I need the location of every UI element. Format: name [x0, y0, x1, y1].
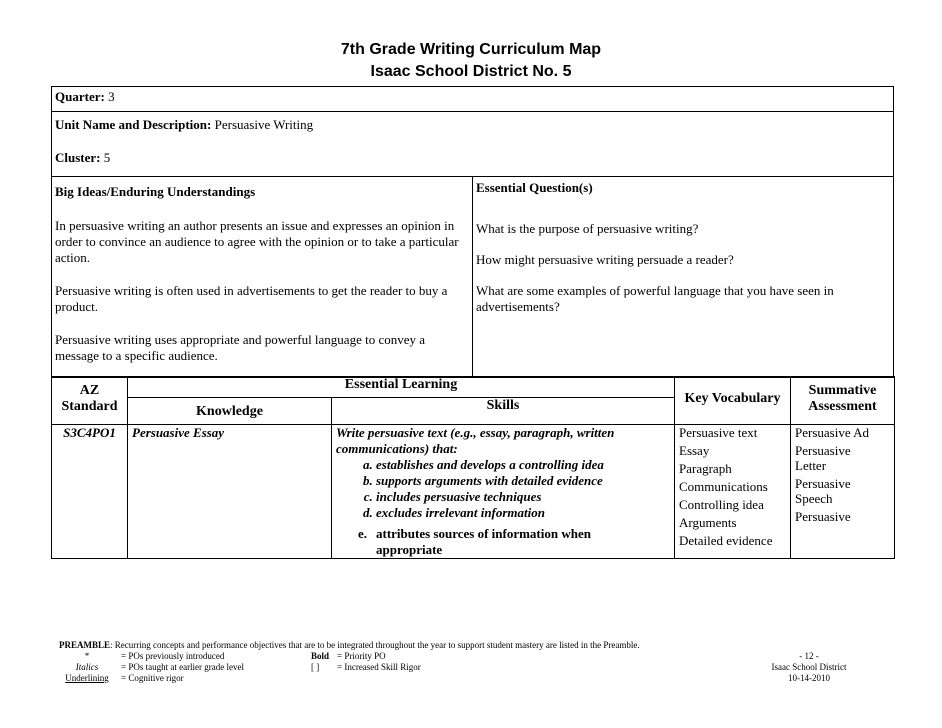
legend-key: Italics: [75, 662, 99, 672]
big-ideas-cell: [52, 177, 473, 378]
question-item: What are some examples of powerful language that you have seen in advertisements?: [476, 283, 834, 314]
skills-item: d. excludes irrelevant information: [376, 505, 670, 521]
vocab-cell: [675, 425, 791, 559]
skills-header: Skills: [332, 398, 675, 425]
legend-desc: = POs previously introduced: [121, 651, 225, 661]
page-subtitle: Isaac School District No. 5: [370, 63, 572, 80]
essential-learning-table: [51, 376, 895, 559]
az-standard-header: AZ Standard: [52, 377, 128, 425]
legend-desc: = Increased Skill Rigor: [337, 662, 421, 672]
knowledge-header: Knowledge: [128, 398, 332, 425]
skills-list: [336, 457, 670, 521]
cluster-label: Cluster:: [55, 150, 101, 165]
legend-desc: = Cognitive rigor: [121, 673, 184, 683]
assessment-item: Persuasive Ad: [795, 425, 870, 440]
quarter-value: 3: [108, 89, 115, 104]
skills-cell: [332, 425, 675, 559]
legend-desc: = Priority PO: [337, 651, 386, 661]
skills-item: a. establishes and develops a controlling idea: [376, 457, 670, 473]
legend-key: [ ]: [311, 662, 320, 672]
cluster-value: 5: [103, 150, 111, 165]
essential-learning-header: Essential Learning: [128, 377, 675, 398]
big-idea-item: In persuasive writing an author presents an issue and expresses an opinion in order to convince an audience to agree with the opinion or to take a particular action.: [55, 218, 459, 265]
vocab-item: Essay: [679, 443, 710, 458]
quarter-cell: [52, 87, 894, 112]
key-vocabulary-header: Key Vocabulary: [675, 377, 791, 425]
vocab-item: Communications: [679, 479, 768, 494]
page-title: 7th Grade Writing Curriculum Map: [340, 41, 602, 58]
vocab-item: Persuasive text: [679, 425, 758, 440]
legend-key: Bold: [311, 651, 330, 661]
legend-key: Underlining: [65, 673, 109, 683]
assessment-cell: [791, 425, 895, 559]
unit-value: Persuasive Writing: [214, 117, 314, 132]
big-idea-item: Persuasive writing is often used in advertisements to get the reader to buy a product.: [55, 283, 448, 314]
assessment-item: Persuasive Speech: [795, 476, 851, 506]
vocab-item: Paragraph: [679, 461, 732, 476]
question-item: What is the purpose of persuasive writing?: [476, 221, 699, 236]
vocab-item: Arguments: [679, 515, 737, 530]
unit-cell: [52, 112, 894, 177]
skills-item: b. supports arguments with detailed evidence: [376, 473, 670, 489]
footer-date: 10-14-2010: [788, 673, 830, 683]
skills-item-e-letter: e.: [358, 526, 368, 541]
big-ideas-header: Big Ideas/Enduring Understandings: [55, 184, 256, 199]
legend-key: *: [84, 651, 90, 661]
preamble-text: : Recurring concepts and performance objectives that are to be integrated throughout the year to support student mastery are listed in the Preamble.: [110, 640, 640, 650]
summative-header: Summative Assessment: [791, 377, 895, 425]
preamble-footer: [59, 640, 879, 684]
vocab-item: Controlling idea: [679, 497, 764, 512]
questions-cell: [473, 177, 894, 378]
unit-label: Unit Name and Description:: [55, 117, 212, 132]
question-item: How might persuasive writing persuade a reader?: [476, 252, 734, 267]
district-name: Isaac School District: [771, 662, 847, 672]
preamble-line: [59, 640, 879, 651]
skills-intro: Write persuasive text (e.g., essay, paragraph, written communications) that:: [336, 425, 615, 456]
assessment-item: Persuasive: [795, 509, 851, 524]
legend-desc: = POs taught at earlier grade level: [121, 662, 245, 672]
preamble-label: PREAMBLE: [59, 640, 111, 650]
skills-item-e-text: attributes sources of information when appropriate: [376, 526, 591, 557]
vocab-item: Detailed evidence: [679, 533, 773, 548]
skills-item-e: [336, 526, 670, 558]
unit-info-table: [51, 86, 894, 378]
standard-cell: S3C4PO1: [52, 425, 128, 559]
page-number: - 12 -: [799, 651, 819, 661]
quarter-label: Quarter:: [55, 89, 105, 104]
skills-item: c. includes persuasive techniques: [376, 489, 670, 505]
big-idea-item: Persuasive writing uses appropriate and powerful language to convey a message to a specific audience.: [55, 332, 426, 363]
assessment-item: Persuasive Letter: [795, 443, 851, 473]
questions-header: Essential Question(s): [476, 180, 593, 195]
knowledge-cell: Persuasive Essay: [128, 425, 332, 559]
